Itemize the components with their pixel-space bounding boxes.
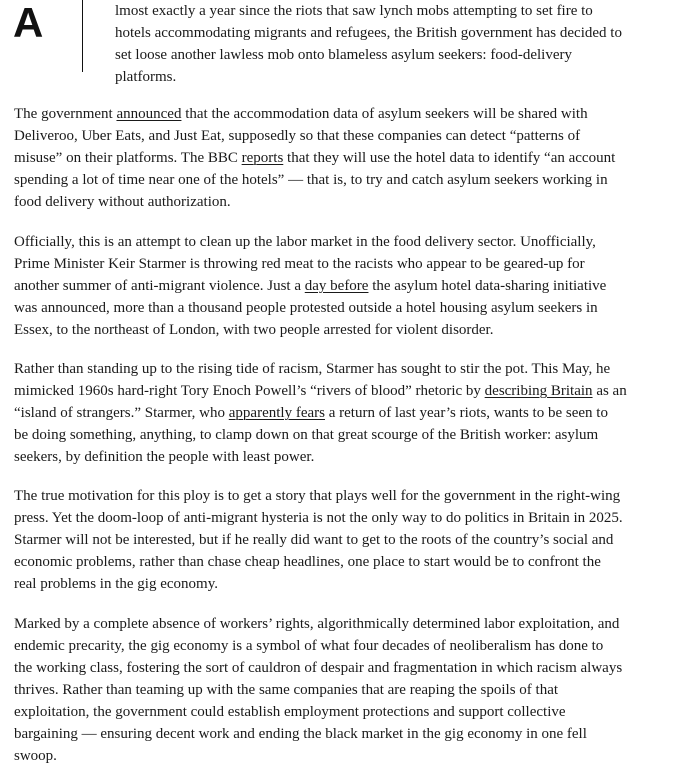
link-describing-britain[interactable]: describing Britain: [484, 383, 593, 399]
link-reports[interactable]: reports: [241, 150, 284, 166]
text-line: set loose another lawless mob onto blameless asylum seekers: food-delivery: [115, 47, 572, 63]
text-span: mimicked 1960s hard-right Tory Enoch Powell’s “rivers of blood” rhetoric by: [14, 383, 485, 399]
lead-text: [115, 0, 622, 88]
text-line: platforms.: [115, 69, 177, 85]
text-line: Essex, to the northeast of London, with two people arrested for violent disorder.: [14, 322, 494, 338]
text-line: the working class, fostering the sort of cauldron of despair and fragmentation in which racism always: [14, 660, 623, 676]
text-line: was announced, more than a thousand people protested outside a hotel housing asylum seekers in: [14, 300, 598, 316]
text-line: hotels accommodating migrants and refugees, the British government has decided to: [115, 25, 622, 41]
text-line: real problems in the gig economy.: [14, 576, 218, 592]
text-span: that they will use the hotel data to identify “an account: [283, 150, 616, 166]
text-line: thrives. Rather than teaming up with the same companies that are reaping the spoils of that: [14, 682, 559, 698]
lead-paragraph: [0, 0, 682, 96]
paragraph-gig-economy: [14, 613, 622, 767]
text-line: food delivery without authorization.: [14, 194, 231, 210]
text-span: the asylum hotel data-sharing initiative: [368, 278, 607, 294]
text-span: The government: [14, 106, 117, 122]
paragraph-officially: [14, 231, 606, 341]
text-line: exploitation, the government could establish employment protections and support collective: [14, 704, 566, 720]
text-line: be doing something, anything, to clamp down on that great scourge of the British worker: asylum: [14, 427, 599, 443]
text-span: misuse” on their platforms. The BBC: [14, 150, 242, 166]
text-line: spending a lot of time near one of the hotels” — that is, to try and catch asylum seekers working in: [14, 172, 608, 188]
text-line: Starmer will not be interested, but if he really did want to get to the roots of the country’s social and: [14, 532, 614, 548]
drop-cap-divider: [82, 0, 83, 72]
text-line: economic problems, rather than chase cheap headlines, one place to start would be to confront the: [14, 554, 601, 570]
text-line: [14, 402, 627, 424]
paragraph-starmer: [14, 358, 627, 468]
text-line: endemic precarity, the gig economy is a symbol of what four decades of neoliberalism has done to: [14, 638, 604, 654]
text-line: Marked by a complete absence of workers’ rights, algorithmically determined labor exploitation, and: [14, 616, 620, 632]
text-line: Prime Minister Keir Starmer is throwing red meat to the racists who appear to be geared-up for: [14, 256, 585, 272]
text-line: [14, 147, 615, 169]
text-line: [14, 103, 615, 125]
text-line: Rather than standing up to the rising tide of racism, Starmer has sought to stir the pot. This May, he: [14, 361, 611, 377]
text-line: Deliveroo, Uber Eats, and Just Eat, supposedly so that these companies can detect “patterns of: [14, 128, 581, 144]
link-apparently-fears[interactable]: apparently fears: [228, 405, 325, 421]
link-announced[interactable]: announced: [116, 106, 182, 122]
text-line: bargaining — ensuring decent work and ending the black market in the gig economy in one fell: [14, 726, 587, 742]
link-day-before[interactable]: day before: [304, 278, 369, 294]
text-span: that the accommodation data of asylum seekers will be shared with: [181, 106, 588, 122]
text-span: another summer of anti-migrant violence. Just a: [14, 278, 305, 294]
text-line: press. Yet the doom-loop of anti-migrant hysteria is not the only way to do politics in Britain in 2025.: [14, 510, 623, 526]
text-line: The true motivation for this ploy is to get a story that plays well for the government in the right-wing: [14, 488, 621, 504]
text-span: a return of last year’s riots, wants to be seen to: [324, 405, 608, 421]
paragraph-data-sharing: [14, 103, 615, 213]
text-line: [14, 380, 627, 402]
text-line: swoop.: [14, 748, 57, 764]
text-line: [14, 275, 606, 297]
text-line: Officially, this is an attempt to clean up the labor market in the food delivery sector. Unofficially,: [14, 234, 596, 250]
text-span: “island of strangers.” Starmer, who: [14, 405, 229, 421]
text-line: seekers, by definition the people with least power.: [14, 449, 315, 465]
paragraph-true-motivation: [14, 485, 623, 595]
drop-cap: A: [13, 0, 44, 46]
text-span: as an: [592, 383, 627, 399]
text-line: lmost exactly a year since the riots that saw lynch mobs attempting to set fire to: [115, 3, 593, 19]
